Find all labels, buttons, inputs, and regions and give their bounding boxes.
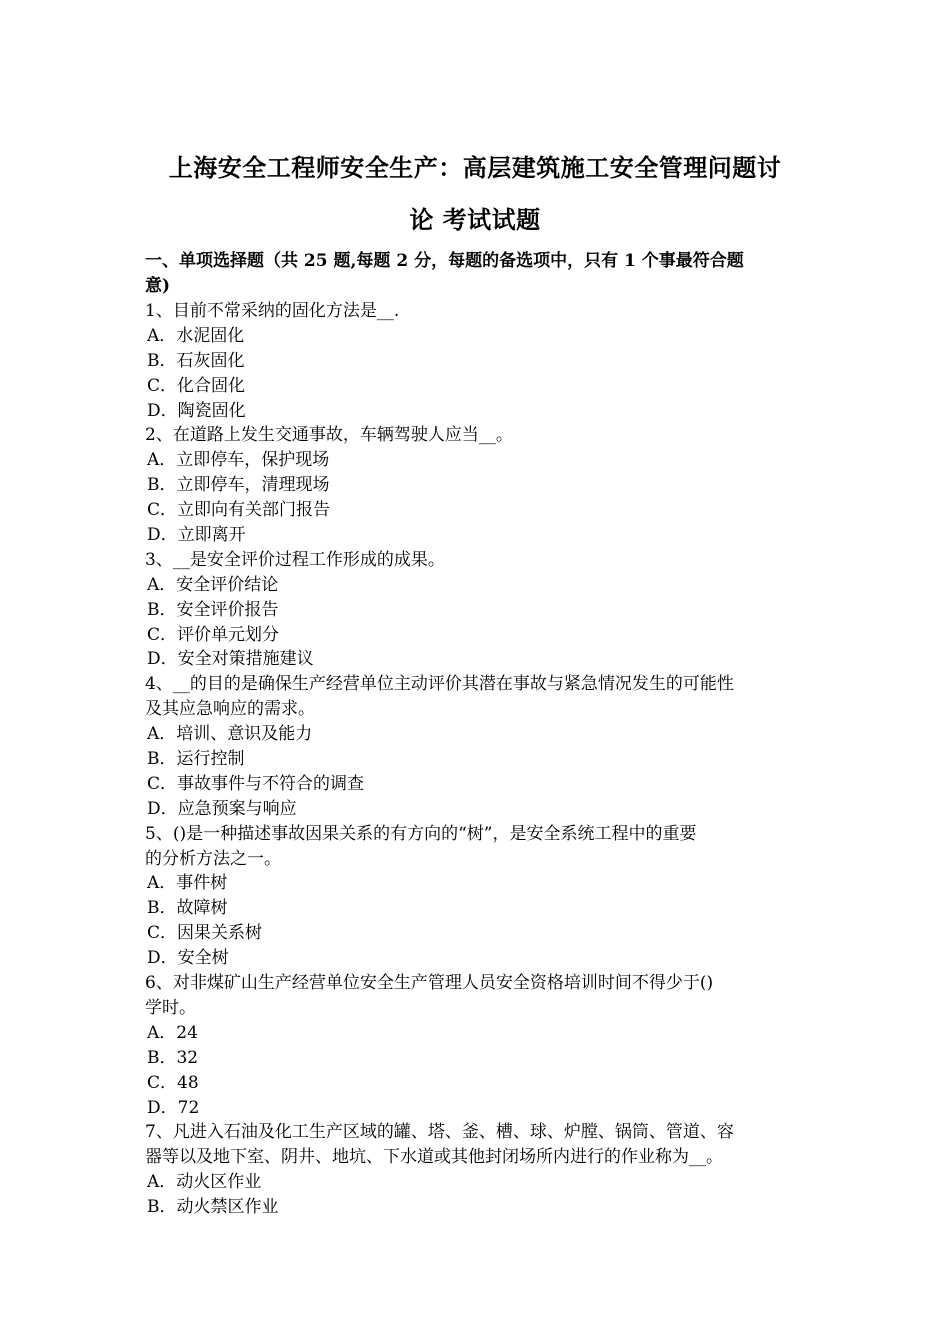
- question-2-option-c: C．立即向有关部门报告: [147, 500, 331, 521]
- question-4-option-d: D．应急预案与响应: [147, 798, 297, 819]
- question-4-stem-line-1: 4、__的目的是确保生产经营单位主动评价其潜在事故与紧急情况发生的可能性: [145, 674, 734, 695]
- question-5-stem-line-2: 的分析方法之一。: [145, 848, 281, 869]
- question-3-option-a: A．安全评价结论: [147, 574, 279, 595]
- question-3-option-b: B．安全评价报告: [147, 599, 279, 620]
- question-4-option-c: C．事故事件与不符合的调查: [147, 773, 365, 794]
- question-5-option-a: A．事件树: [147, 873, 228, 894]
- question-4-option-a: A．培训、意识及能力: [147, 724, 313, 745]
- question-4-option-b: B．运行控制: [147, 749, 245, 770]
- question-3-stem: 3、__是安全评价过程工作形成的成果。: [145, 549, 445, 570]
- question-6-option-c: C．48: [147, 1072, 199, 1093]
- question-1-option-a: A．水泥固化: [147, 325, 245, 346]
- question-6-option-a: A．24: [147, 1022, 198, 1043]
- question-7-option-b: B．动火禁区作业: [147, 1197, 279, 1218]
- question-4-stem-line-2: 及其应急响应的需求。: [145, 699, 315, 720]
- question-1-option-d: D．陶瓷固化: [147, 400, 246, 421]
- question-5-option-d: D．安全树: [147, 948, 229, 969]
- question-5-option-b: B．故障树: [147, 898, 228, 919]
- question-7-stem-line-2: 器等以及地下室、阴井、地坑、下水道或其他封闭场所内进行的作业称为__。: [145, 1147, 723, 1168]
- question-1-option-b: B．石灰固化: [147, 350, 245, 371]
- section-heading-line-2: 意): [145, 275, 171, 296]
- question-6-stem-line-1: 6、对非煤矿山生产经营单位安全生产管理人员安全资格培训时间不得少于(): [145, 973, 714, 994]
- question-list: [145, 299, 810, 1220]
- question-7-option-a: A．动火区作业: [147, 1172, 262, 1193]
- question-6-option-d: D．72: [147, 1097, 200, 1118]
- section-heading: [145, 249, 810, 298]
- question-3-option-c: C．评价单元划分: [147, 624, 280, 645]
- section-heading-line-1: 一、单项选择题（共 25 题,每题 2 分，每题的备选项中，只有 1 个事最符合题: [145, 251, 744, 271]
- document-title-line-2: 论 考试试题: [409, 205, 541, 234]
- question-2-option-a: A．立即停车，保护现场: [147, 450, 330, 471]
- question-5-stem-line-1: 5、()是一种描述事故因果关系的有方向的“树”，是安全系统工程中的重要: [145, 823, 697, 844]
- question-2-stem: 2、在道路上发生交通事故，车辆驾驶人应当__。: [145, 425, 513, 446]
- question-1-stem: 1、目前不常采纳的固化方法是__.: [145, 301, 400, 321]
- question-3-option-d: D．安全对策措施建议: [147, 649, 314, 670]
- document-title-line-1: 上海安全工程师安全生产：高层建筑施工安全管理问题讨: [168, 153, 782, 182]
- question-1-option-c: C．化合固化: [147, 375, 246, 396]
- question-5-option-c: C．因果关系树: [147, 923, 263, 944]
- question-6-stem-line-2: 学时。: [145, 997, 196, 1018]
- question-2-option-b: B．立即停车，清理现场: [147, 475, 330, 496]
- question-7-stem-line-1: 7、凡进入石油及化工生产区域的罐、塔、釜、槽、球、炉膛、锅筒、管道、容: [145, 1122, 734, 1143]
- question-2-option-d: D．立即离开: [147, 525, 246, 546]
- question-6-option-b: B．32: [147, 1047, 199, 1068]
